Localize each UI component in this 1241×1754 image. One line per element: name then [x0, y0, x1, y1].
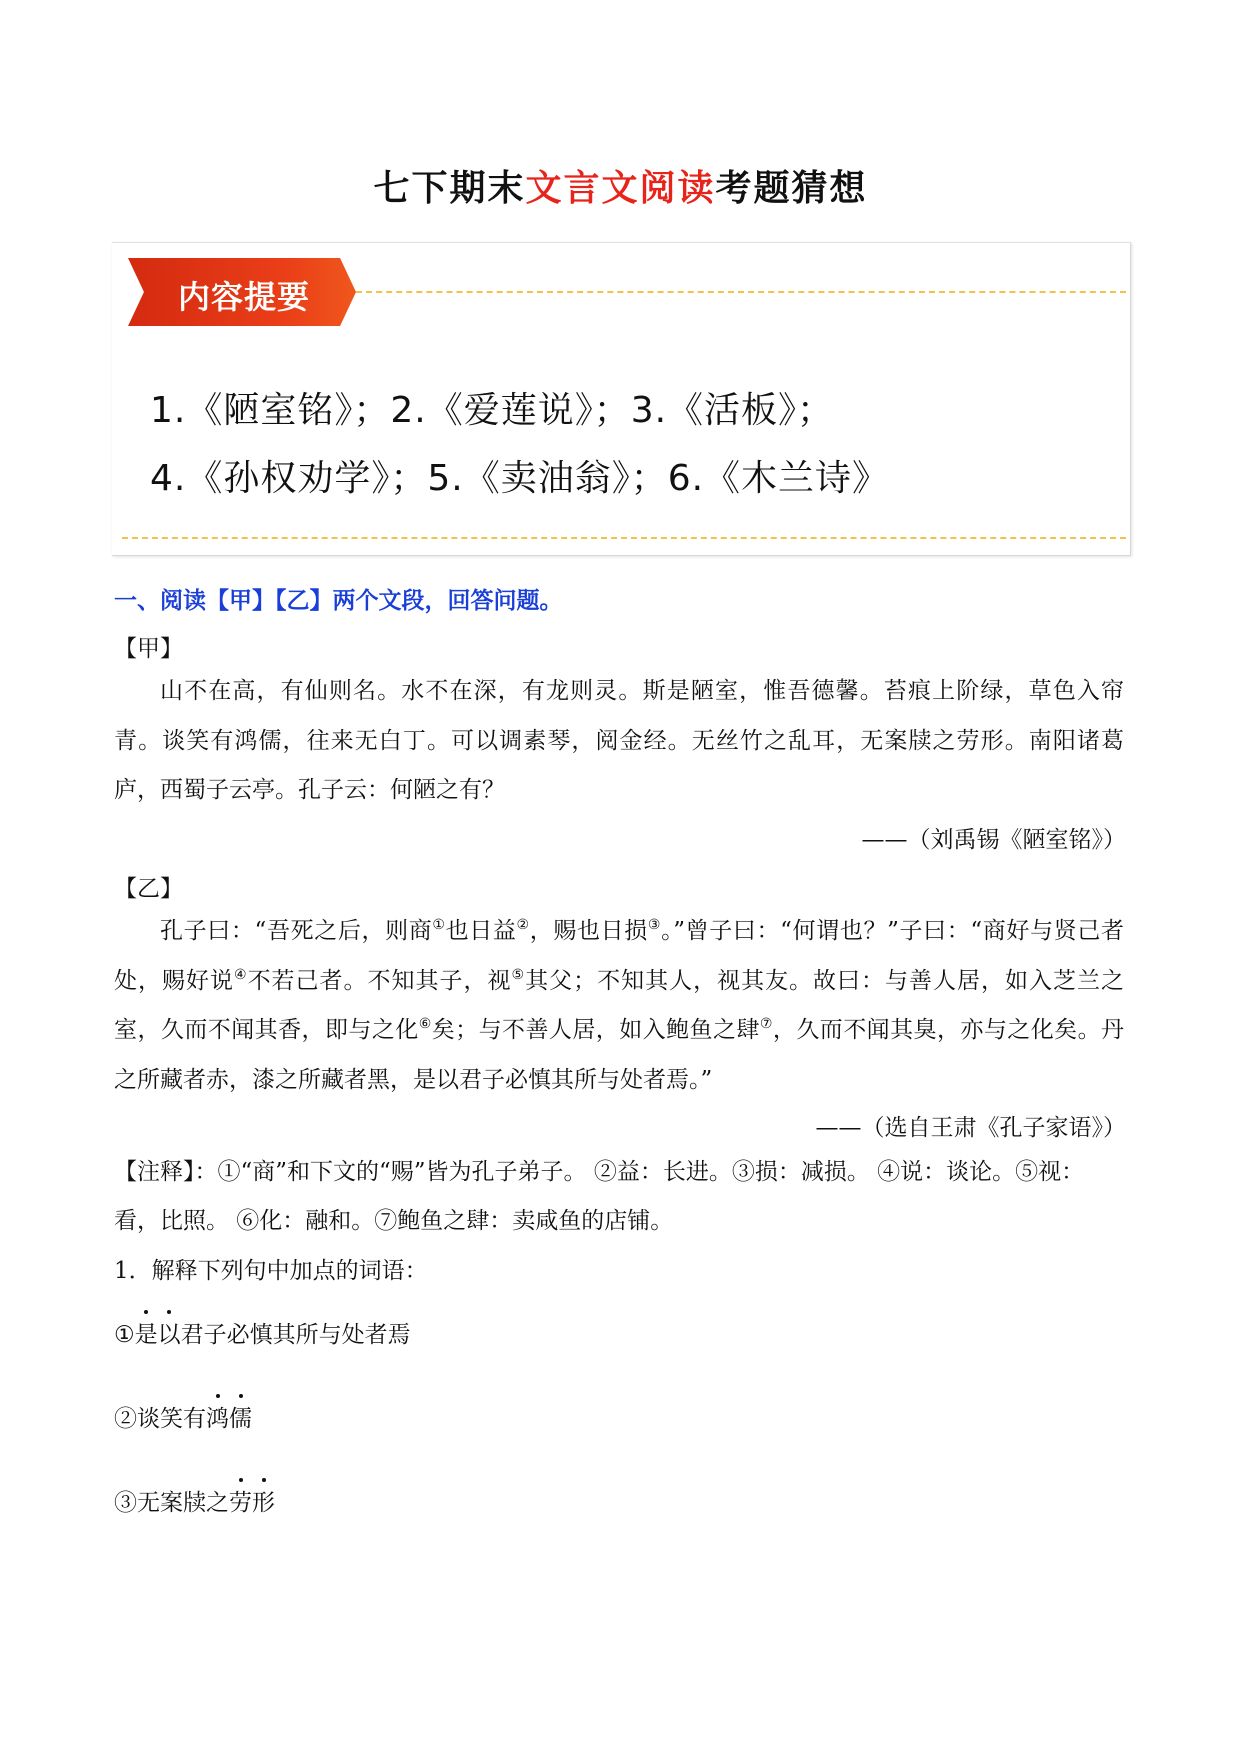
dotted-char: 劳 [229, 1484, 252, 1517]
passage-yi-text: 孔子曰：“吾死之后，则商①也日益②，赐也日损③。”曾子曰：“何谓也？”子曰：“商好与贤己者处，赐好说④不若己者。不知其子，视⑤其父；不知其人，视其友。故曰：与善人居，如入芝兰之室，久而不闻其香，即与之化⑥矣；与不善人居，如入鲍鱼之肆⑦，久而不闻其臭，亦与之化矣。丹之所藏者赤，漆之所藏者黑，是以君子必慎其所与处者焉。” [114, 917, 1125, 1093]
question-item-2: ②谈笑有鸿儒 [114, 1400, 252, 1433]
passage-jia-text: 山不在高，有仙则名。水不在深，有龙则灵。斯是陋室，惟吾德馨。苔痕上阶绿，草色入帘青。谈笑有鸿儒，往来无白丁。可以调素琴，阅金经。无丝竹之乱耳，无案牍之劳形。南阳诸葛庐，西蜀子云亭。孔子云：何陋之有？ [114, 678, 1124, 803]
summary-line-1: 1.《陋室铭》；2.《爱莲说》；3.《活板》； [150, 390, 835, 431]
sub-question-1: 1．解释下列句中加点的词语： [114, 1258, 428, 1284]
question-item-3: ③无案牍之劳形 [114, 1484, 275, 1517]
dotted-char: 儒 [229, 1400, 252, 1433]
summary-line-2: 4.《孙权劝学》；5.《卖油翁》；6.《木兰诗》 [150, 458, 890, 499]
source-jia: ——（刘禹锡《陋室铭》） [861, 827, 1126, 853]
annotation-notes: 【注释】：①“商”和下文的“赐”皆为孔子弟子。 ②益：长进。③损：减损。 ④说：谈论。⑤视：看，比照。 ⑥化：融和。⑦鲍鱼之肆：卖咸鱼的店铺。 [114, 1159, 1085, 1234]
note-marker-7: ⑦ [759, 1016, 773, 1032]
summary-divider-bottom [122, 537, 1126, 539]
dotted-char: 鸿 [206, 1400, 229, 1433]
passage-jia [114, 667, 1124, 816]
title-part1: 七下期末 [373, 168, 526, 209]
source-yi: ——（选自王肃《孔子家语》） [815, 1115, 1126, 1141]
page-title [0, 160, 1241, 211]
passage-yi [114, 907, 1124, 1105]
note-marker-6: ⑥ [418, 1016, 432, 1032]
note-marker-4: ④ [234, 966, 248, 983]
title-highlight: 文言文阅读 [525, 168, 716, 209]
summary-divider-top [356, 291, 1126, 293]
dotted-char: 以 [158, 1316, 181, 1349]
dotted-char: 形 [252, 1484, 275, 1517]
note-marker-1: ① [432, 917, 446, 933]
summary-banner-label: 内容提要 [178, 278, 311, 316]
passage-label-yi: 【乙】 [114, 876, 183, 902]
dotted-char: 是 [135, 1316, 158, 1349]
question-item-1: ①是以君子必慎其所与处者焉 [114, 1316, 411, 1349]
note-marker-3: ③ [647, 917, 662, 933]
note-marker-5: ⑤ [511, 966, 526, 983]
note-marker-2: ② [516, 917, 530, 933]
passage-label-jia: 【甲】 [114, 636, 183, 662]
title-part2: 考题猜想 [715, 168, 868, 209]
question-heading: 一、阅读【甲】【乙】两个文段，回答问题。 [114, 588, 563, 614]
